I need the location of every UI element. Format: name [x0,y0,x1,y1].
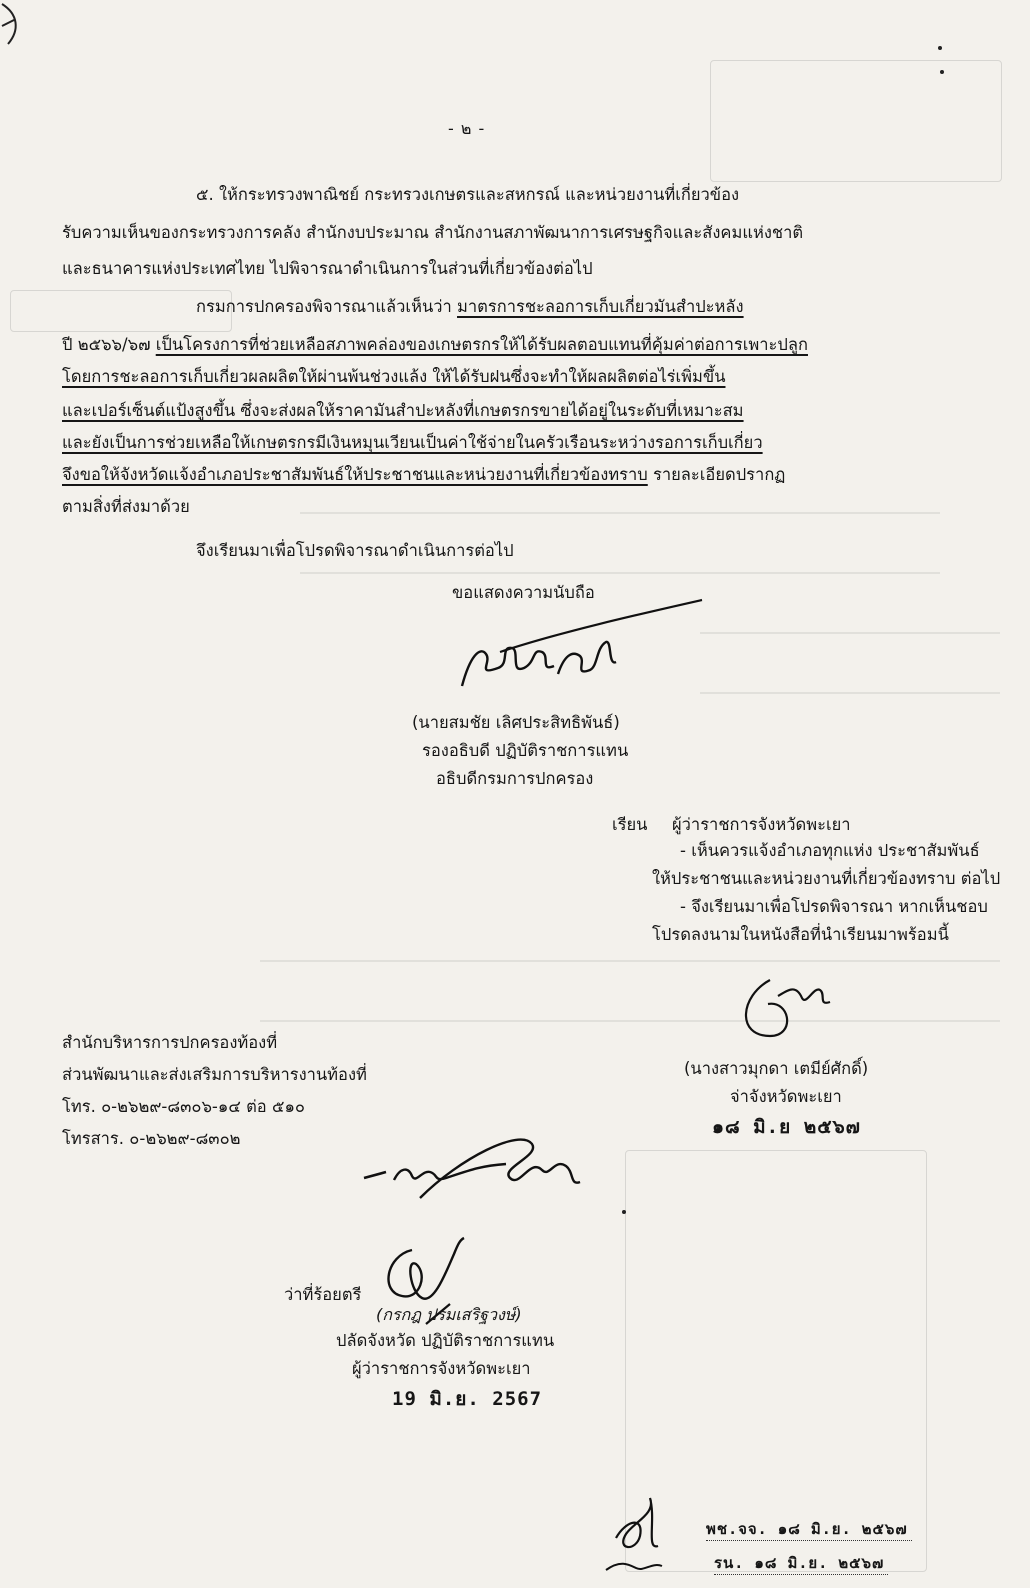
approval-position1: ปลัดจังหวัด ปฏิบัติราชการแทน [336,1331,555,1350]
considered-line3: โดยการชะลอการเก็บเกี่ยวผลผลิตให้ผ่านพ้นช่วงแล้ง ให้ได้รับฝนซึ่งจะทำให้ผลผลิตต่อไร่เพิ่มขึ้น [62,367,726,386]
bleed-through-line [300,572,940,574]
considered-line2-underlined: เป็นโครงการที่ช่วยเหลือสภาพคล่องของเกษตรกรให้ได้รับผลตอบแทนที่คุ้มค่าต่อการเพาะปลูก [155,335,808,354]
page-curl-mark [0,0,30,70]
closing-regards: ขอแสดงความนับถือ [452,583,595,602]
signer1-position1: รองอธิบดี ปฏิบัติราชการแทน [422,741,629,760]
office-line2: ส่วนพัฒนาและส่งเสริมการบริหารงานท้องที่ [62,1065,367,1084]
minute-position: จ่าจังหวัดพะเยา [730,1087,842,1106]
bleed-through-line [300,512,940,514]
speck [940,70,944,74]
considered-line2 [62,334,808,356]
minute-line4: โปรดลงนามในหนังสือที่นำเรียนมาพร้อมนี้ [652,925,949,944]
considered-line6-suffix: รายละเอียดปรากฏ [647,465,786,484]
considered-line1 [196,296,744,318]
approval-name: (กรกฎ ปรมเสริฐวงษ์) [376,1305,522,1324]
considered-line6 [62,464,785,486]
minute-date: ๑๘ มิ.ย ๒๕๖๗ [712,1116,861,1138]
minute-line1: - เห็นควรแจ้งอำเภอทุกแห่ง ประชาสัมพันธ์ [680,841,980,860]
item5-line1: ๕. ให้กระทรวงพาณิชย์ กระทรวงเกษตรและสหกรณ์ และหน่วยงานที่เกี่ยวข้อง [196,185,740,204]
signature-1 [440,596,720,696]
office-line1: สำนักบริหารการปกครองท้องที่ [62,1033,278,1052]
office-phone: โทร. ๐-๒๖๒๙-๘๓๐๖-๑๔ ต่อ ๕๑๐ [62,1097,305,1116]
bleed-through-line [260,960,1000,962]
minute-line2: ให้ประชาชนและหน่วยงานที่เกี่ยวข้องทราบ ต่อไป [652,869,1001,888]
considered-line1-prefix: กรมการปกครองพิจารณาแล้วเห็นว่า [196,297,458,316]
office-fax: โทรสาร. ๐-๒๖๒๙-๘๓๐๒ [62,1129,241,1148]
signature-2 [730,976,840,1056]
bleed-through-line [700,692,1000,694]
considered-line4: และเปอร์เซ็นต์แป้งสูงขึ้น ซึ่งจะส่งผลให้ราคามันสำปะหลังที่เกษตรกรขายได้อยู่ในระดับที่เหมาะสม [62,401,744,420]
bleed-through-line [700,632,1000,634]
signer1-position2: อธิบดีกรมการปกครอง [436,769,594,788]
speck [938,46,942,50]
item5-line3: และธนาคารแห่งประเทศไทย ไปพิจารณาดำเนินการในส่วนที่เกี่ยวข้องต่อไป [62,259,593,278]
approval-position2: ผู้ว่าราชการจังหวัดพะเยา [352,1359,531,1378]
footer-line1: พช.จจ. ๑๘ มิ.ย. ๒๕๖๗ [706,1518,912,1541]
considered-line7: ตามสิ่งที่ส่งมาด้วย [62,497,190,516]
signature-3 [360,1118,600,1208]
bleed-through-box [710,60,1002,182]
considered-line6-underlined: จึงขอให้จังหวัดแจ้งอำเภอประชาสัมพันธ์ให้ประชาชนและหน่วยงานที่เกี่ยวข้องทราบ [62,465,648,484]
speck [622,1210,626,1214]
item5-line2: รับความเห็นของกระทรวงการคลัง สำนักงบประมาณ สำนักงานสภาพัฒนาการเศรษฐกิจและสังคมแห่งชาติ [62,223,804,242]
considered-line5: และยังเป็นการช่วยเหลือให้เกษตรกรมีเงินหมุนเวียนเป็นค่าใช้จ่ายในครัวเรือนระหว่างรอการเก็บเกี่ยว [62,433,763,452]
signer1-name: (นายสมชัย เลิศประสิทธิพันธ์) [412,713,620,732]
approval-note: ว่าที่ร้อยตรี [284,1285,362,1304]
footer-line2: รน. ๑๘ มิ.ย. ๒๕๖๗ [714,1552,888,1575]
approval-date: 19 มิ.ย. 2567 [392,1388,543,1410]
page-number: - ๒ - [448,119,486,138]
footer-initials [596,1490,686,1586]
minute-line3: - จึงเรียนมาเพื่อโปรดพิจารณา หากเห็นชอบ [680,897,988,916]
minute-addressee: ผู้ว่าราชการจังหวัดพะเยา [672,815,851,834]
bleed-through-line [260,1020,1000,1022]
considered-line1-underlined: มาตรการชะลอการเก็บเกี่ยวมันสำปะหลัง [457,297,744,316]
minute-name: (นางสาวมุกดา เตมีย์ศักดิ์) [684,1059,869,1078]
minute-salutation: เรียน [612,815,648,834]
closing-request: จึงเรียนมาเพื่อโปรดพิจารณาดำเนินการต่อไป [196,541,514,560]
considered-line2-prefix: ปี ๒๕๖๖/๖๗ [62,335,156,354]
